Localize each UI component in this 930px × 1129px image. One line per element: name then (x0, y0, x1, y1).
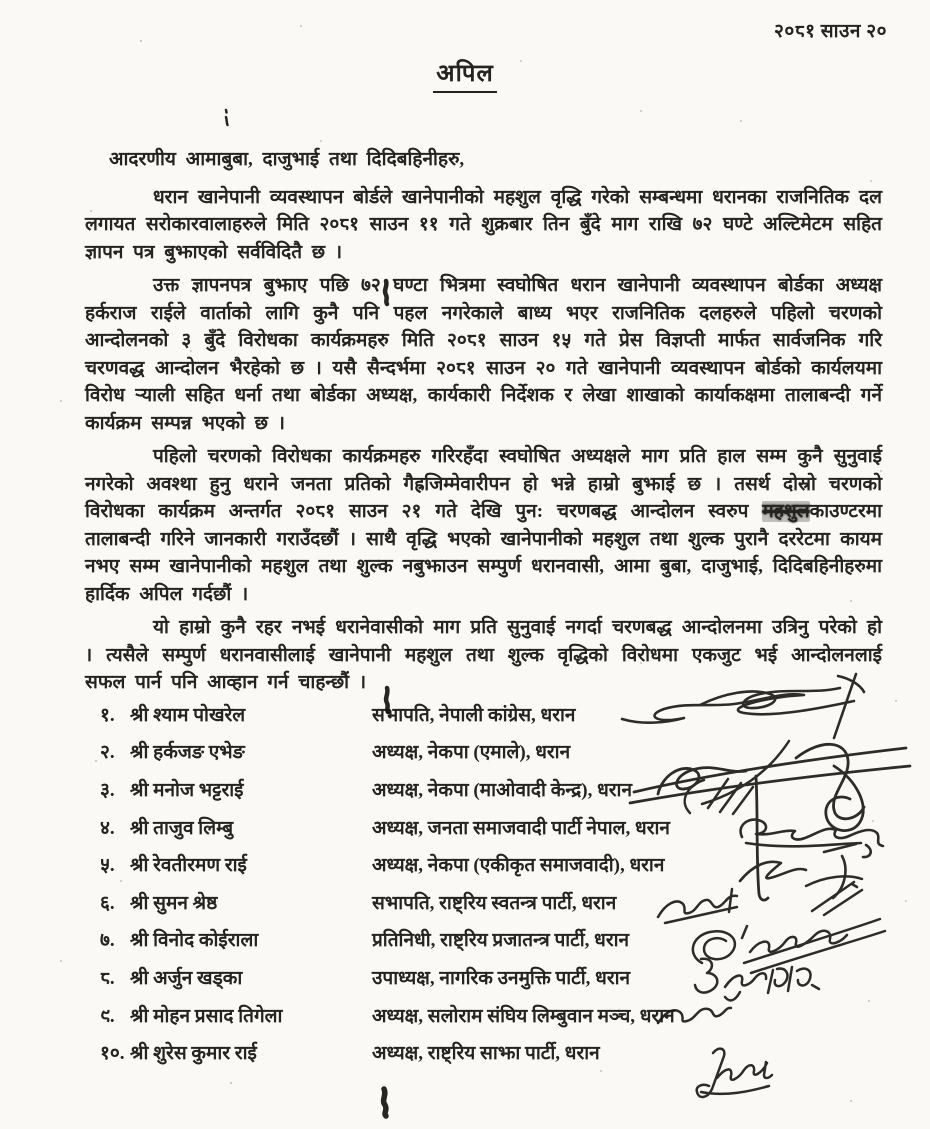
signatory-role: सभापति, नेपाली कांग्रेस, धरान (372, 704, 576, 726)
overstruck-word: महशुल (762, 501, 810, 522)
signatory-name: श्री मनोज भट्टराई (130, 779, 244, 801)
signatory-number: ५. (100, 855, 115, 877)
signatory-number: १. (100, 704, 115, 726)
signatory-name: श्री ताजुव लिम्बु (130, 817, 234, 839)
signature-ink-5 (740, 844, 857, 898)
page-title (0, 56, 930, 93)
letter-body (85, 146, 882, 703)
paragraph-3 (85, 443, 882, 608)
signatory-row (100, 808, 740, 846)
signatory-number: ७. (100, 930, 115, 952)
document-date: २०८१ साउन २० (773, 21, 887, 42)
paragraph-1: धरान खानेपानी व्यवस्थापन बोर्डले खानेपानीको महशुल वृद्धि गरेको सम्बन्धमा धरानका राजनितिक दल लगायत सरोकारवालाहरुले मिति २०८१ साउन ११ गते शुक्रबार तिन बुँदे माग राखि ७२ घण्टे अल्टिमेटम सहित ज्ञापन पत्र बुझाएको सर्वविदितै छ । (85, 186, 882, 263)
signatory-role: उपाध्यक्ष, नागरिक उनमुक्ति पार्टी, धरान (372, 967, 631, 989)
signatory-name: श्री सुमन श्रेष्ठ (130, 892, 218, 914)
signatory-name: श्री मोहन प्रसाद तिगेला (130, 1005, 283, 1027)
signatory-name: श्री शुरेस कुमार राई (130, 1043, 257, 1065)
signatory-number: ८. (100, 967, 115, 989)
paragraph-3-after: काउण्टरमा तालाबन्दी गरिने जानकारी गराउँदछौं । साथै वृद्धि भएको खानेपानीको महशुल तथा शुल्क पुरानै दररेटमा कायम नभए सम्म खानेपानीको महशुल तथा शुल्क नबुझाउन सम्पुर्ण धरानवासी, आमा बुबा, दाजुभाई, दिदिबहिनीहरुमा हार्दिक अपिल गर्दछौं । (85, 501, 882, 605)
signatory-number: ३. (100, 779, 115, 801)
signatory-role: अध्यक्ष, नेकपा (माओवादी केन्द्र), धरान (372, 779, 632, 801)
signatory-role: प्रतिनिधी, राष्ट्रिय प्रजातन्त्र पार्टी, धरान (372, 930, 630, 952)
signatory-number: ९. (100, 1005, 115, 1027)
signatory-name: श्री अर्जुन खड्का (130, 967, 243, 989)
signatory-row (100, 921, 740, 959)
signatory-row (100, 695, 740, 733)
signatory-role: सभापति, राष्ट्रिय स्वतन्त्र पार्टी, धरान (372, 892, 617, 914)
salutation: आदरणीय आमाबुबा, दाजुभाई तथा दिदिबहिनीहरु, (109, 149, 465, 170)
signatory-row (100, 958, 740, 996)
signatory-name: श्री विनोद कोईराला (130, 930, 259, 952)
page-title-text: अपिल (433, 56, 496, 93)
signatory-role: अध्यक्ष, नेकपा (एकीकृत समाजवादी), धरान (372, 855, 665, 877)
signatory-number: २. (100, 742, 115, 764)
signatory-role: अध्यक्ष, राष्ट्रिय साझा पार्टी, धरान (372, 1043, 600, 1065)
signatory-row (100, 770, 740, 808)
signatory-row (100, 883, 740, 921)
signatory-number: १०. (100, 1043, 125, 1065)
scan-noise-speckles (0, 0, 2, 2)
signatory-row (100, 845, 740, 883)
signatory-row (100, 996, 740, 1034)
signatory-row (100, 1033, 740, 1071)
signatory-name: श्री रेवतीरमण राई (130, 855, 247, 877)
paragraph-3-before: पहिलो चरणको विरोधका कार्यक्रमहरु गरिरहँदा स्वघोषित अध्यक्षले माग प्रति हाल सम्म कुनै सुनुवाई नगरेको अवश्था हुनु धराने जनता प्रतिको गैह्रजिम्मेवारीपन हो भन्ने हाम्रो बुझाई छ । तसर्थ दोस्रो चरणको विरोधका कार्यक्रम अन्तर्गत २०८१ साउन २१ गते देखि पुन: चरणबद्ध आन्दोलन स्वरुप (85, 446, 882, 522)
paragraph-2: उक्त ज्ञापनपत्र बुझाए पछि ७२ घण्टा भित्रमा स्वघोषित धरान खानेपानी व्यवस्थापन बोर्डका अध्यक्ष हर्कराज राईले वार्ताको लागि कुनै पनि पहल नगरेकाले बाध्य भएर राजनितिक दलहरुले पहिलो चरणको आन्दोलनको ३ बुँदे विरोधका कार्यक्रमहरु मिति २०८१ साउन १५ गते प्रेस विज्ञप्ती मार्फत सार्वजनिक गरि चरणवद्ध आन्दोलन भैरहेको छ । यसै सैन्दर्भमा २०८१ साउन २० गते खानेपानी व्यवस्थापन बोर्डको कार्यलयमा विरोध ऱ्याली सहित धर्ना तथा बोर्डका अध्यक्ष, कार्यकारी निर्देशक र लेखा शाखाको कार्याकक्षमा तालाबन्दी गर्ने कार्यक्रम सम्पन्न भएको छ । (85, 275, 882, 434)
signatory-number: ६. (100, 892, 115, 914)
signatory-row (100, 733, 740, 771)
paragraph-4: यो हाम्रो कुनै रहर नभई धरानेवासीको माग प्रति सुनुवाई नगर्दा चरणबद्ध आन्दोलनमा उत्रिनु परेको हो । त्यसैले सम्पुर्ण धरानवासीलाई खानेपानी महशुल तथा शुल्क वृद्धिको विरोधमा एकजुट भई आन्दोलनलाई सफल पार्न पनि आव्हान गर्न चाहन्छौं । (85, 617, 882, 693)
signatory-list (100, 695, 740, 1071)
signatory-role: अध्यक्ष, जनता समाजवादी पार्टी नेपाल, धरान (372, 817, 670, 839)
signatory-role: अध्यक्ष, सलोराम संघिय लिम्बुवान मञ्च, धरान (372, 1005, 675, 1027)
signatory-name: श्री हर्कजङ एभेङ (130, 742, 245, 764)
signature-ink-4 (741, 820, 883, 857)
signatory-role: अध्यक्ष, नेकपा (एमाले), धरान (372, 742, 571, 764)
signatory-name: श्री श्याम पोखरेल (130, 704, 246, 726)
signatory-number: ४. (100, 817, 115, 839)
